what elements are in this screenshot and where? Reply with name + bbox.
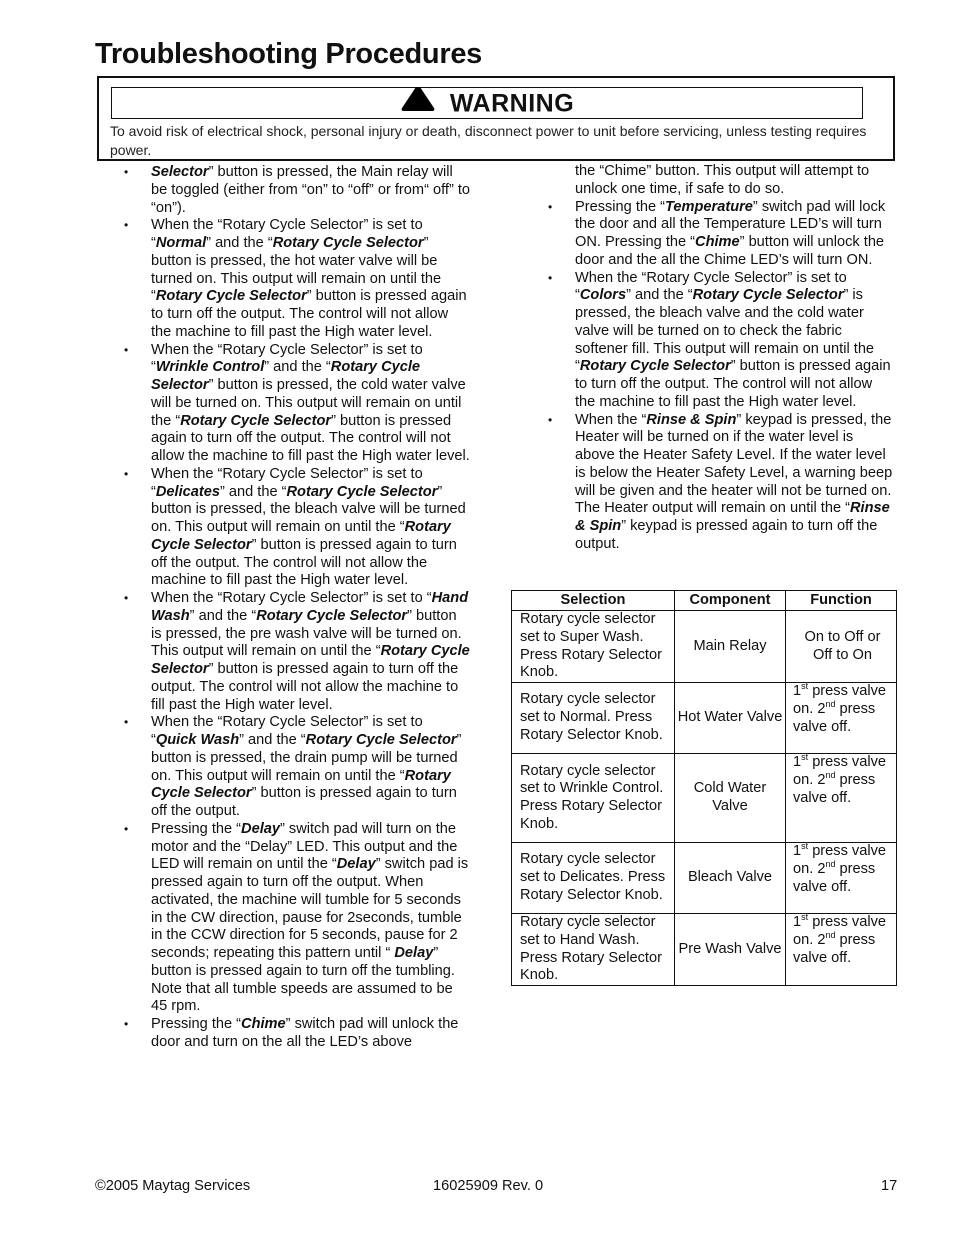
item-text: Pressing the “ — [151, 820, 242, 837]
item-text: ” button is pressed, the drain pump will be turned on. This output will remain on until the “ — [151, 732, 462, 784]
emphasized-term: Rotary Cycle Selector — [692, 287, 844, 304]
warning-text: To avoid risk of electrical shock, personal injury or death, disconnect power to unit before servicing, unless testing requires power. — [110, 123, 867, 158]
left-bullet-list — [124, 164, 471, 1052]
list-item — [548, 269, 895, 412]
continued-paragraph: the “Chime” button. This output will attempt to unlock one time, if safe to do so. — [575, 163, 870, 197]
warning-triangle-icon — [400, 86, 436, 117]
emphasized-term: Rotary Cycle Selector — [286, 483, 438, 500]
warning-header — [111, 87, 863, 119]
column-header: Component — [675, 591, 786, 611]
item-text: When the “Rotary Cycle Selector” is set to “ — [151, 465, 423, 500]
component-cell: Pre Wash Valve — [675, 914, 786, 986]
item-text: ” switch pad is pressed again to turn off the output. When activated, the machine will tumble for 5 seconds in the CW direction, pause for 2seconds, tumble in the CCW direction for 5 seconds, pause for 2 seconds; repeating this pattern until “ — [151, 856, 469, 961]
item-text: Pressing the “ — [575, 198, 666, 215]
item-text: When the “Rotary Cycle Selector” is set to “ — [151, 590, 432, 606]
component-cell: Bleach Valve — [675, 843, 786, 914]
item-text: When the “Rotary Cycle Selector” is set to “ — [575, 269, 847, 304]
function-cell: On to Off or Off to On — [786, 611, 897, 683]
emphasized-term: Chime — [241, 1016, 286, 1032]
item-text: When the “ — [575, 411, 647, 428]
bullet-icon: • — [548, 412, 553, 427]
bullet-icon: • — [548, 199, 553, 214]
emphasized-term: Delay — [394, 945, 434, 961]
emphasized-term: Hand Wash — [151, 590, 469, 624]
item-text: ” button is pressed, the Main relay will be toggled (either from “on” to “off” or from“ off” to “on”). — [151, 164, 471, 216]
bullet-icon: • — [124, 466, 129, 481]
item-text: When the “Rotary Cycle Selector” is set to “ — [151, 714, 423, 748]
footer-page-number: 17 — [881, 1178, 898, 1194]
item-text: ” button is pressed, the hot water valve will be turned on. This output will remain on until the “ — [151, 235, 442, 305]
emphasized-term: Rotary Cycle Selector — [151, 359, 421, 393]
item-text: ” button is pressed, the cold water valve will be turned on. This output will remain on until the “ — [151, 377, 466, 429]
item-text: ” is pressed, the bleach valve and the cold water valve will be turned on to check the fabric softener fill. This output will remain on until the “ — [575, 287, 875, 375]
emphasized-term: Normal — [155, 235, 207, 251]
table-row — [512, 843, 897, 914]
bullet-icon: • — [124, 165, 129, 179]
emphasized-term: Delay — [336, 856, 376, 873]
item-text: ” button is pressed again to turn off the output. The control will not allow the machine to fill past the High water level. — [575, 358, 891, 410]
item-text: ” and the “ — [219, 483, 287, 500]
item-text: When the “Rotary Cycle Selector” is set to “ — [151, 341, 423, 376]
table-row — [512, 914, 897, 986]
selection-cell: Rotary cycle selector set to Super Wash. Press Rotary Selector Knob. — [512, 611, 675, 683]
item-text: ” switch pad will turn on the motor and the “Delay” LED. This output and the LED will remain on until the “ — [151, 820, 458, 873]
emphasized-term: Temperature — [665, 198, 753, 215]
table-row — [512, 611, 897, 683]
item-text: ” button is pressed again to turn off the output. The control will not allow the machine to fill past the High water level. — [151, 536, 457, 589]
function-cell: 1st press valve on. 2nd press valve off. — [786, 914, 897, 986]
selection-cell: Rotary cycle selector set to Hand Wash. Press Rotary Selector Knob. — [512, 914, 675, 986]
selection-cell: Rotary cycle selector set to Normal. Press Rotary Selector Knob. — [512, 683, 675, 754]
component-cell: Hot Water Valve — [675, 683, 786, 754]
item-text: ” and the “ — [264, 359, 331, 376]
emphasized-term: Rinse & Spin — [646, 411, 737, 428]
emphasized-term: Rotary Cycle Selector — [151, 643, 470, 677]
list-item — [124, 590, 471, 714]
column-header: Function — [786, 591, 897, 611]
bullet-icon: • — [124, 591, 129, 605]
emphasized-term: Rotary Cycle Selector — [151, 767, 451, 802]
function-cell: 1st press valve on. 2nd press valve off. — [786, 843, 897, 914]
list-item — [124, 217, 471, 341]
item-text: ” button is pressed, the pre wash valve will be turned on. This output will remain on until the “ — [151, 607, 462, 660]
emphasized-term: Rotary Cycle Selector — [151, 519, 451, 553]
list-item — [124, 341, 471, 466]
emphasized-term: Rotary Cycle Selector — [305, 732, 457, 748]
emphasized-term: Chime — [695, 234, 740, 250]
bullet-icon: • — [124, 1017, 129, 1031]
component-cell: Cold Water Valve — [675, 754, 786, 843]
emphasized-term: Delay — [241, 820, 280, 837]
item-text: ” keypad is pressed again to turn off the output. — [575, 518, 878, 552]
left-column — [124, 164, 471, 1052]
list-item — [548, 198, 895, 270]
emphasized-term: Wrinkle Control — [155, 359, 265, 376]
emphasized-term: Rinse & Spin — [575, 500, 890, 534]
table-row — [512, 683, 897, 754]
item-text: ” and the “ — [626, 287, 693, 304]
bullet-icon: • — [124, 218, 129, 233]
footer-doc-number: 16025909 Rev. 0 — [433, 1178, 544, 1194]
right-bullet-list — [548, 198, 895, 554]
function-table — [511, 590, 897, 986]
selection-cell: Rotary cycle selector set to Wrinkle Control. Press Rotary Selector Knob. — [512, 754, 675, 843]
list-item — [124, 714, 471, 821]
list-item — [124, 820, 471, 1016]
emphasized-term: Rotary Cycle Selector — [155, 288, 307, 305]
list-item — [548, 411, 895, 554]
emphasized-term: Rotary Cycle Selector — [579, 358, 731, 375]
list-item — [124, 164, 471, 217]
emphasized-term: Rotary Cycle Selector — [272, 235, 424, 251]
item-text: ” and the “ — [239, 732, 306, 748]
list-item — [124, 1016, 471, 1052]
item-text: ” switch pad will lock the door and all the Temperature LED’s will turn ON. Pressing the “ — [575, 198, 886, 250]
emphasized-term: Rotary Cycle Selector — [256, 607, 408, 624]
page-title: Troubleshooting Procedures — [95, 38, 482, 70]
function-cell: 1st press valve on. 2nd press valve off. — [786, 754, 897, 843]
bullet-icon: • — [124, 715, 129, 730]
emphasized-term: Delicates — [155, 483, 220, 500]
item-text: ” button is pressed again to turn off the output. The control will not allow the machine to fill past the High water level. — [151, 288, 467, 340]
emphasized-term: Selector — [151, 164, 209, 180]
list-item — [124, 465, 471, 590]
column-header: Selection — [512, 591, 675, 611]
component-cell: Main Relay — [675, 611, 786, 683]
item-text: ” and the “ — [206, 235, 273, 251]
item-text: ” button is pressed again to turn off the output. — [151, 785, 457, 819]
emphasized-term: Colors — [579, 287, 627, 304]
bullet-icon: • — [124, 342, 129, 357]
warning-heading: WARNING — [449, 89, 575, 118]
item-text: Pressing the “ — [151, 1016, 242, 1032]
item-text: ” and the “ — [189, 607, 257, 624]
item-text: ” button is pressed again to turn off the output. The control will not allow the machine to fill past the High water level. — [151, 661, 459, 713]
item-text: When the “Rotary Cycle Selector” is set to “ — [151, 217, 423, 251]
item-text: ” switch pad will unlock the door and turn on the all the LED’s above — [151, 1016, 459, 1050]
right-column — [548, 163, 895, 554]
bullet-icon: • — [548, 270, 553, 285]
selection-cell: Rotary cycle selector set to Delicates. Press Rotary Selector Knob. — [512, 843, 675, 914]
item-text: ” button is pressed again to turn off the tumbling. Note that all tumble speeds are assumed to be 45 rpm. — [151, 945, 455, 1015]
emphasized-term: Rotary Cycle Selector — [180, 412, 332, 429]
item-text: ” button is pressed again to turn off the output. The control will not allow the machine to fill past the High water level. — [151, 412, 470, 464]
item-text: ” button is pressed, the bleach valve will be turned on. This output will remain on until the “ — [151, 483, 466, 535]
footer-copyright: ©2005 Maytag Services — [95, 1178, 251, 1194]
table-row — [512, 754, 897, 843]
emphasized-term: Quick Wash — [155, 732, 240, 748]
function-cell: 1st press valve on. 2nd press valve off. — [786, 683, 897, 754]
item-text: ” button will unlock the door and the all the Chime LED’s will turn ON. — [575, 234, 885, 268]
table-header-row — [512, 591, 897, 611]
warning-box — [97, 76, 895, 161]
item-text: ” keypad is pressed, the Heater will be turned on if the water level is above the Heater Safety Level. If the water level is below the Heater Safety Level, a warning beep will be given and the heater will not be turned on. The Heater output will remain on until the “ — [575, 411, 893, 517]
bullet-icon: • — [124, 821, 129, 836]
